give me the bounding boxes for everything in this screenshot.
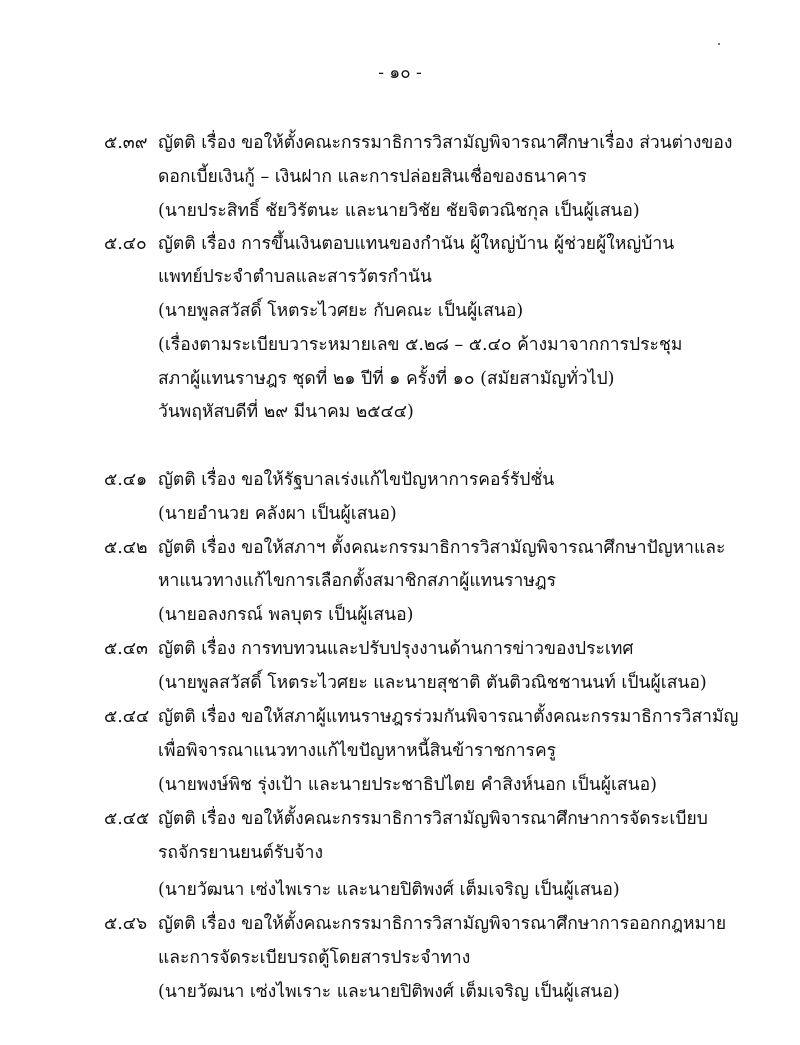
- item-proposer: (นายพงษ์พิช รุ่งเป้า และนายประชาธิปไตย คำสิงห์นอก เป็นผู้เสนอ): [158, 775, 657, 795]
- item-number: ๕.๔๑: [104, 470, 148, 490]
- item-number: ๕.๔๒: [104, 538, 148, 558]
- item-proposer: (นายวัฒนา เซ่งไพเราะ และนายปิติพงศ์ เต็มเจริญ เป็นผู้เสนอ): [158, 982, 620, 1002]
- item-number: ๕.๔๐: [104, 234, 147, 254]
- item-title-line: และการจัดระเบียบรถตู้โดยสารประจำทาง: [158, 948, 471, 968]
- item-title-line: ดอกเบี้ยเงินกู้ – เงินฝาก และการปล่อยสินเชื่อของธนาคาร: [158, 167, 587, 187]
- item-proposer: (นายประสิทธิ์ ชัยวิรัตนะ และนายวิชัย ชัยจิตวณิชกุล เป็นผู้เสนอ): [158, 201, 640, 221]
- item-title-line: ญัตติ เรื่อง ขอให้ตั้งคณะกรรมาธิการวิสามัญพิจารณาศึกษาการออกกฎหมาย: [158, 914, 727, 934]
- scan-speck: [718, 43, 720, 45]
- item-title-line: เพื่อพิจารณาแนวทางแก้ไขปัญหาหนี้สินข้าราชการครู: [158, 741, 557, 761]
- item-number: ๕.๓๙: [104, 133, 148, 153]
- item-number: ๕.๔๖: [104, 914, 148, 934]
- item-note-line: สภาผู้แทนราษฎร ชุดที่ ๒๑ ปีที่ ๑ ครั้งที่ ๑๐ (สมัยสามัญทั่วไป): [158, 369, 615, 389]
- item-title-line: ญัตติ เรื่อง ขอให้รัฐบาลเร่งแก้ไขปัญหาการคอร์รัปชั่น: [158, 470, 555, 490]
- item-proposer: (นายอลงกรณ์ พลบุตร เป็นผู้เสนอ): [158, 605, 414, 625]
- item-number: ๕.๔๔: [104, 707, 150, 727]
- item-title-line: หาแนวทางแก้ไขการเลือกตั้งสมาชิกสภาผู้แทนราษฎร: [158, 571, 557, 591]
- item-note-line: (เรื่องตามระเบียบวาระหมายเลข ๕.๒๘ – ๕.๔๐ ค้างมาจากการประชุม: [158, 335, 683, 355]
- item-note-line: วันพฤหัสบดีที่ ๒๙ มีนาคม ๒๕๔๔): [158, 402, 414, 422]
- item-title-line: ญัตติ เรื่อง การขึ้นเงินตอบแทนของกำนัน ผู้ใหญ่บ้าน ผู้ช่วยผู้ใหญ่บ้าน: [158, 234, 675, 254]
- item-title-line: ญัตติ เรื่อง ขอให้สภาฯ ตั้งคณะกรรมาธิการวิสามัญพิจารณาศึกษาปัญหาและ: [158, 538, 726, 558]
- item-proposer: (นายพูลสวัสดิ์ โหตระไวศยะ กับคณะ เป็นผู้เสนอ): [158, 301, 524, 321]
- item-title-line: ญัตติ เรื่อง ขอให้สภาผู้แทนราษฎรร่วมกันพิจารณาตั้งคณะกรรมาธิการวิสามัญ: [158, 707, 739, 727]
- item-title-line: ญัตติ เรื่อง การทบทวนและปรับปรุงงานด้านการข่าวของประเทศ: [158, 639, 634, 659]
- item-title-line: รถจักรยานยนต์รับจ้าง: [158, 843, 324, 863]
- item-number: ๕.๔๓: [104, 639, 149, 659]
- item-title-line: ญัตติ เรื่อง ขอให้ตั้งคณะกรรมาธิการวิสามัญพิจารณาศึกษาเรื่อง ส่วนต่างของ: [158, 133, 733, 153]
- item-title-line: ญัตติ เรื่อง ขอให้ตั้งคณะกรรมาธิการวิสามัญพิจารณาศึกษาการจัดระเบียบ: [158, 809, 708, 829]
- page-number: - ๑๐ -: [378, 63, 422, 83]
- item-proposer: (นายวัฒนา เซ่งไพเราะ และนายปิติพงศ์ เต็มเจริญ เป็นผู้เสนอ): [158, 880, 620, 900]
- item-proposer: (นายอำนวย คลังผา เป็นผู้เสนอ): [158, 504, 397, 524]
- item-number: ๕.๔๕: [104, 809, 150, 829]
- item-proposer: (นายพูลสวัสดิ์ โหตระไวศยะ และนายสุชาติ ตันติวณิชชานนท์ เป็นผู้เสนอ): [158, 673, 707, 693]
- item-title-line: แพทย์ประจำตำบลและสารวัตรกำนัน: [158, 267, 432, 287]
